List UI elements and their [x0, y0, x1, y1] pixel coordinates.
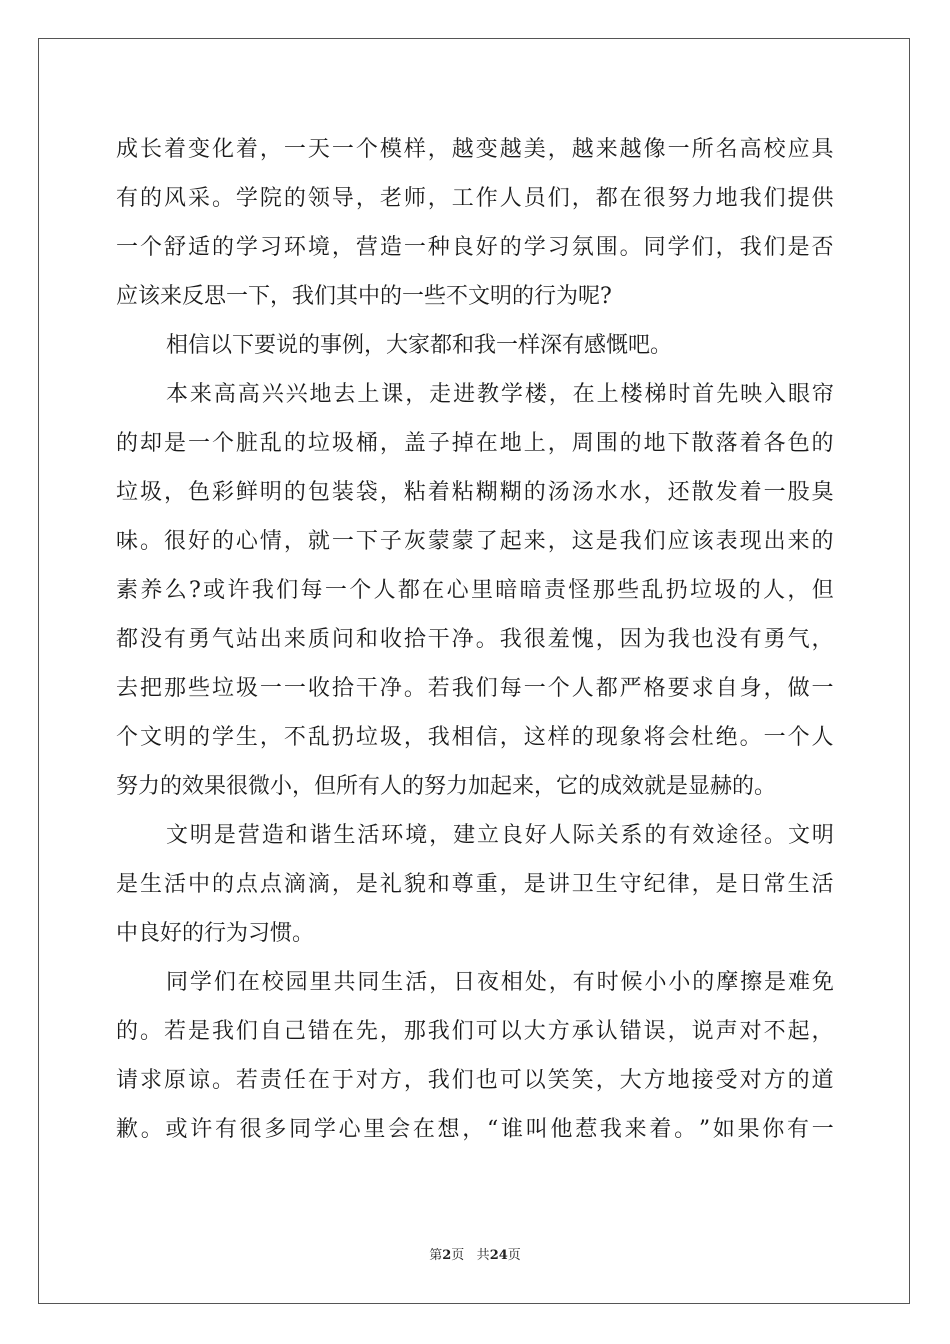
footer-page-prefix: 第: [429, 1248, 443, 1263]
document-body: [116, 129, 834, 1158]
footer-total-suffix: 页: [507, 1248, 521, 1263]
text-line: 个 文 明 的 学 生 ， 不 乱 扔 垃 圾 ， 我 相 信 ， 这 样 的 现 象 将 会 杜 绝 。 一 个 人: [116, 725, 834, 750]
footer-total-number: 24: [489, 1248, 508, 1263]
text-line: 请 求 原 谅 。 若 责 任 在 于 对 方 ， 我 们 也 可 以 笑 笑 ， 大 方 地 接 受 对 方 的 道: [116, 1068, 834, 1093]
text-line: 的 。 若 是 我 们 自 己 错 在 先 ， 那 我 们 可 以 大 方 承 认 错 误 ， 说 声 对 不 起 ，: [116, 1019, 834, 1044]
text-line: 素 养 么 ? 或 许 我 们 每 一 个 人 都 在 心 里 暗 暗 责 怪 那 些 乱 扔 垃 圾 的 人 ， 但: [116, 578, 834, 603]
text-line: 应该来反思一下，我们其中的一些不文明的行为呢?: [116, 284, 612, 309]
text-line: 都 没 有 勇 气 站 出 来 质 问 和 收 拾 干 净 。 我 很 羞 愧 ， 因 为 我 也 没 有 勇 气 ，: [116, 627, 834, 652]
text-line: 是 生 活 中 的 点 点 滴 滴 ， 是 礼 貌 和 尊 重 ， 是 讲 卫 生 守 纪 律 ， 是 日 常 生 活: [116, 872, 834, 897]
footer-page-suffix: 页: [451, 1248, 465, 1263]
text-line: 努力的效果很微小，但所有人的努力加起来，它的成效就是显赫的。: [116, 774, 777, 799]
text-line: 味 。 很 好 的 心 情 ， 就 一 下 子 灰 蒙 蒙 了 起 来 ， 这 是 我 们 应 该 表 现 出 来 的: [116, 529, 834, 554]
text-line: 成 长 着 变 化 着 ， 一 天 一 个 模 样 ， 越 变 越 美 ， 越 来 越 像 一 所 名 高 校 应 具: [116, 137, 834, 162]
text-line: 歉 。 或 许 有 很 多 同 学 心 里 会 在 想 ， “ 谁 叫 他 惹 我 来 着 。 ” 如 果 你 有 一: [116, 1117, 834, 1142]
text-line: 有 的 风 采 。 学 院 的 领 导 ， 老 师 ， 工 作 人 员 们 ， 都 在 很 努 力 地 我 们 提 供: [116, 186, 834, 211]
text-line: 相信以下要说的事例，大家都和我一样深有感慨吧。: [166, 333, 673, 358]
page-footer: [0, 1244, 950, 1263]
text-line: 去 把 那 些 垃 圾 一 一 收 拾 干 净 。 若 我 们 每 一 个 人 都 严 格 要 求 自 身 ， 做 一: [116, 676, 834, 701]
text-line: 本 来 高 高 兴 兴 地 去 上 课 ， 走 进 教 学 楼 ， 在 上 楼 梯 时 首 先 映 入 眼 帘: [166, 382, 834, 407]
text-line: 垃 圾 ， 色 彩 鲜 明 的 包 装 袋 ， 粘 着 粘 糊 糊 的 汤 汤 水 水 ， 还 散 发 着 一 股 臭: [116, 480, 834, 505]
footer-page-number: 2: [442, 1248, 452, 1263]
text-line: 同 学 们 在 校 园 里 共 同 生 活 ， 日 夜 相 处 ， 有 时 候 小 小 的 摩 擦 是 难 免: [166, 970, 834, 995]
text-line: 一 个 舒 适 的 学 习 环 境 ， 营 造 一 种 良 好 的 学 习 氛 围 。 同 学 们 ， 我 们 是 否: [116, 235, 834, 260]
text-line: 文 明 是 营 造 和 谐 生 活 环 境 ， 建 立 良 好 人 际 关 系 的 有 效 途 径 。 文 明: [166, 823, 834, 848]
footer-total-prefix: 共: [476, 1248, 490, 1263]
text-line: 中良好的行为习惯。: [116, 921, 315, 946]
text-line: 的 却 是 一 个 脏 乱 的 垃 圾 桶 ， 盖 子 掉 在 地 上 ， 周 围 的 地 下 散 落 着 各 色 的: [116, 431, 834, 456]
